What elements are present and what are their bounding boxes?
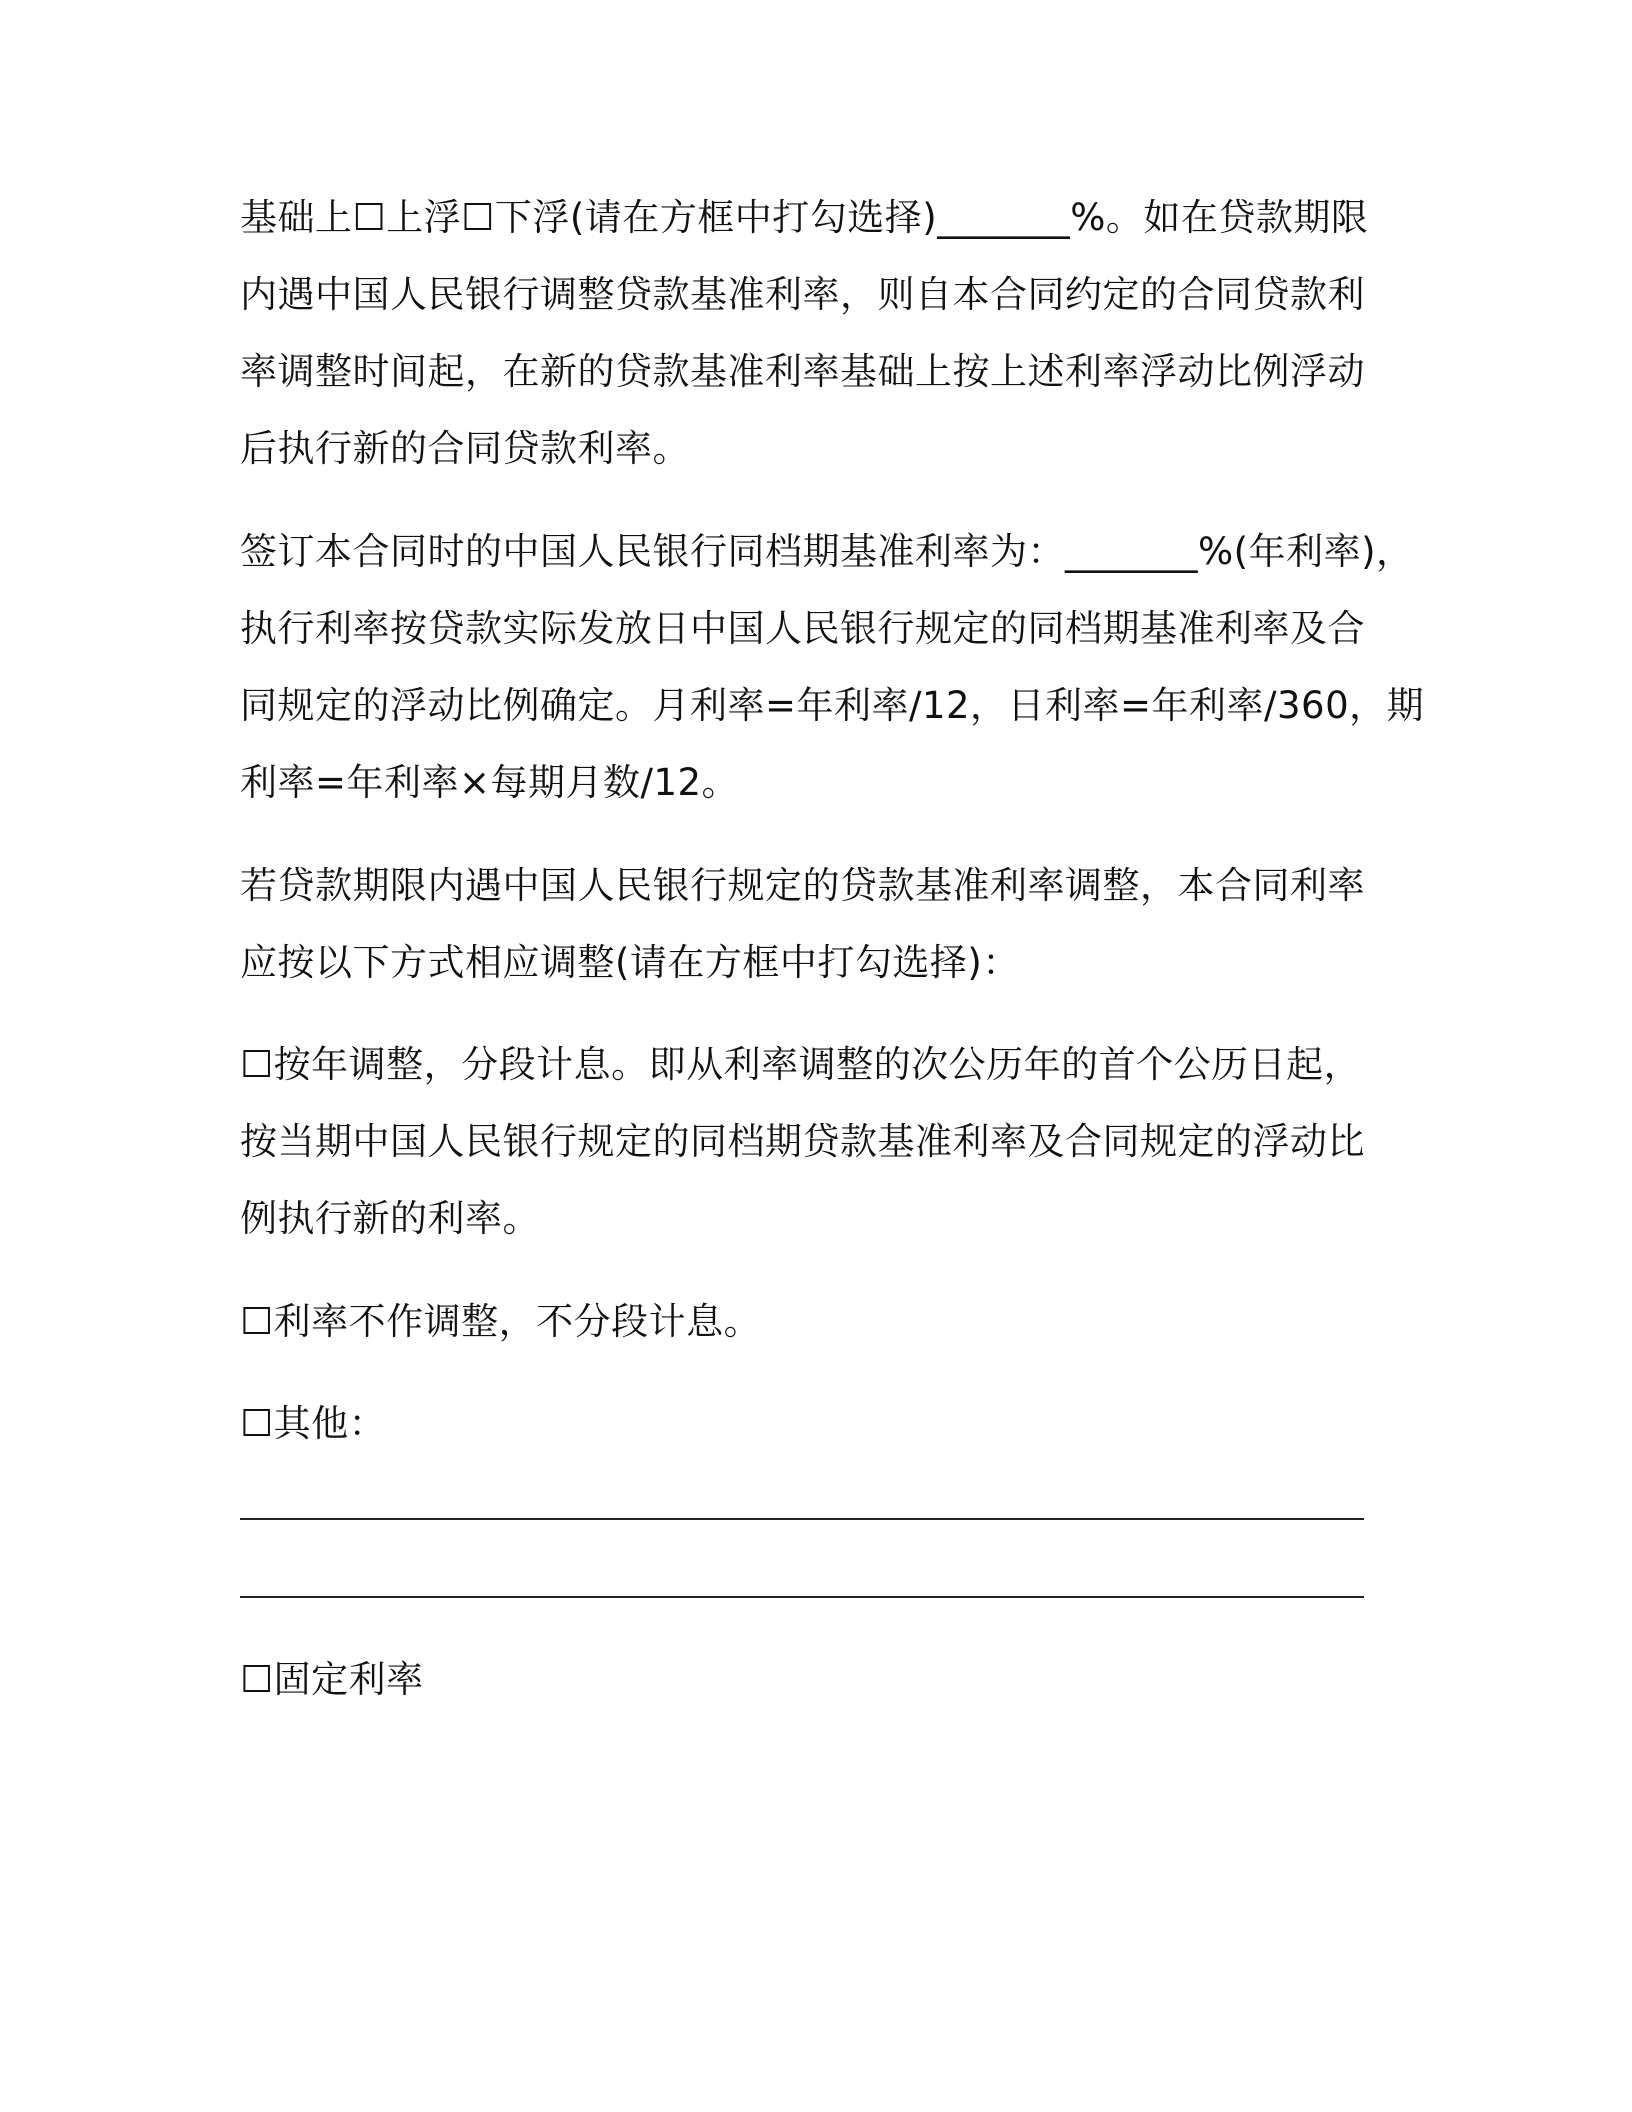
option-annual-adjustment	[240, 1026, 1420, 1257]
blank-line	[240, 1518, 1364, 1520]
text-line: ☐利率不作调整，不分段计息。	[240, 1300, 762, 1343]
text-line: 若贷款期限内遇中国人民银行规定的贷款基准利率调整，本合同利率	[240, 864, 1365, 907]
text-line: 率调整时间起，在新的贷款基准利率基础上按上述利率浮动比例浮动	[240, 350, 1365, 393]
text-line: 内遇中国人民银行调整贷款基准利率，则自本合同约定的合同贷款利	[240, 273, 1365, 316]
text-line: 签订本合同时的中国人民银行同档期基准利率为：_______%(年利率)，	[240, 530, 1414, 573]
text-line: 同规定的浮动比例确定。月利率=年利率/12，日利率=年利率/360，期	[240, 684, 1425, 727]
paragraph-floating-rate	[240, 179, 1420, 487]
text-line: 利率=年利率×每期月数/12。	[240, 761, 740, 804]
text-line: ☐其他：	[240, 1402, 387, 1445]
blank-line	[240, 1596, 1364, 1598]
option-no-adjustment	[240, 1283, 1420, 1360]
text-line: 例执行新的利率。	[240, 1197, 540, 1240]
text-line: 基础上☐上浮☐下浮(请在方框中打勾选择)_______%。如在贷款期限	[240, 196, 1369, 239]
text-line: ☐固定利率	[240, 1658, 424, 1701]
text-line: 应按以下方式相应调整(请在方框中打勾选择)：	[240, 941, 1020, 984]
text-line: 按当期中国人民银行规定的同档期贷款基准利率及合同规定的浮动比	[240, 1120, 1365, 1163]
option-fixed-rate	[240, 1641, 1420, 1718]
paragraph-rate-adjustment	[240, 847, 1420, 1001]
option-other	[240, 1385, 1420, 1462]
paragraph-base-rate	[240, 513, 1425, 821]
text-line: ☐按年调整，分段计息。即从利率调整的次公历年的首个公历日起，	[240, 1043, 1362, 1086]
text-line: 后执行新的合同贷款利率。	[240, 427, 690, 470]
text-line: 执行利率按贷款实际发放日中国人民银行规定的同档期基准利率及合	[240, 607, 1365, 650]
